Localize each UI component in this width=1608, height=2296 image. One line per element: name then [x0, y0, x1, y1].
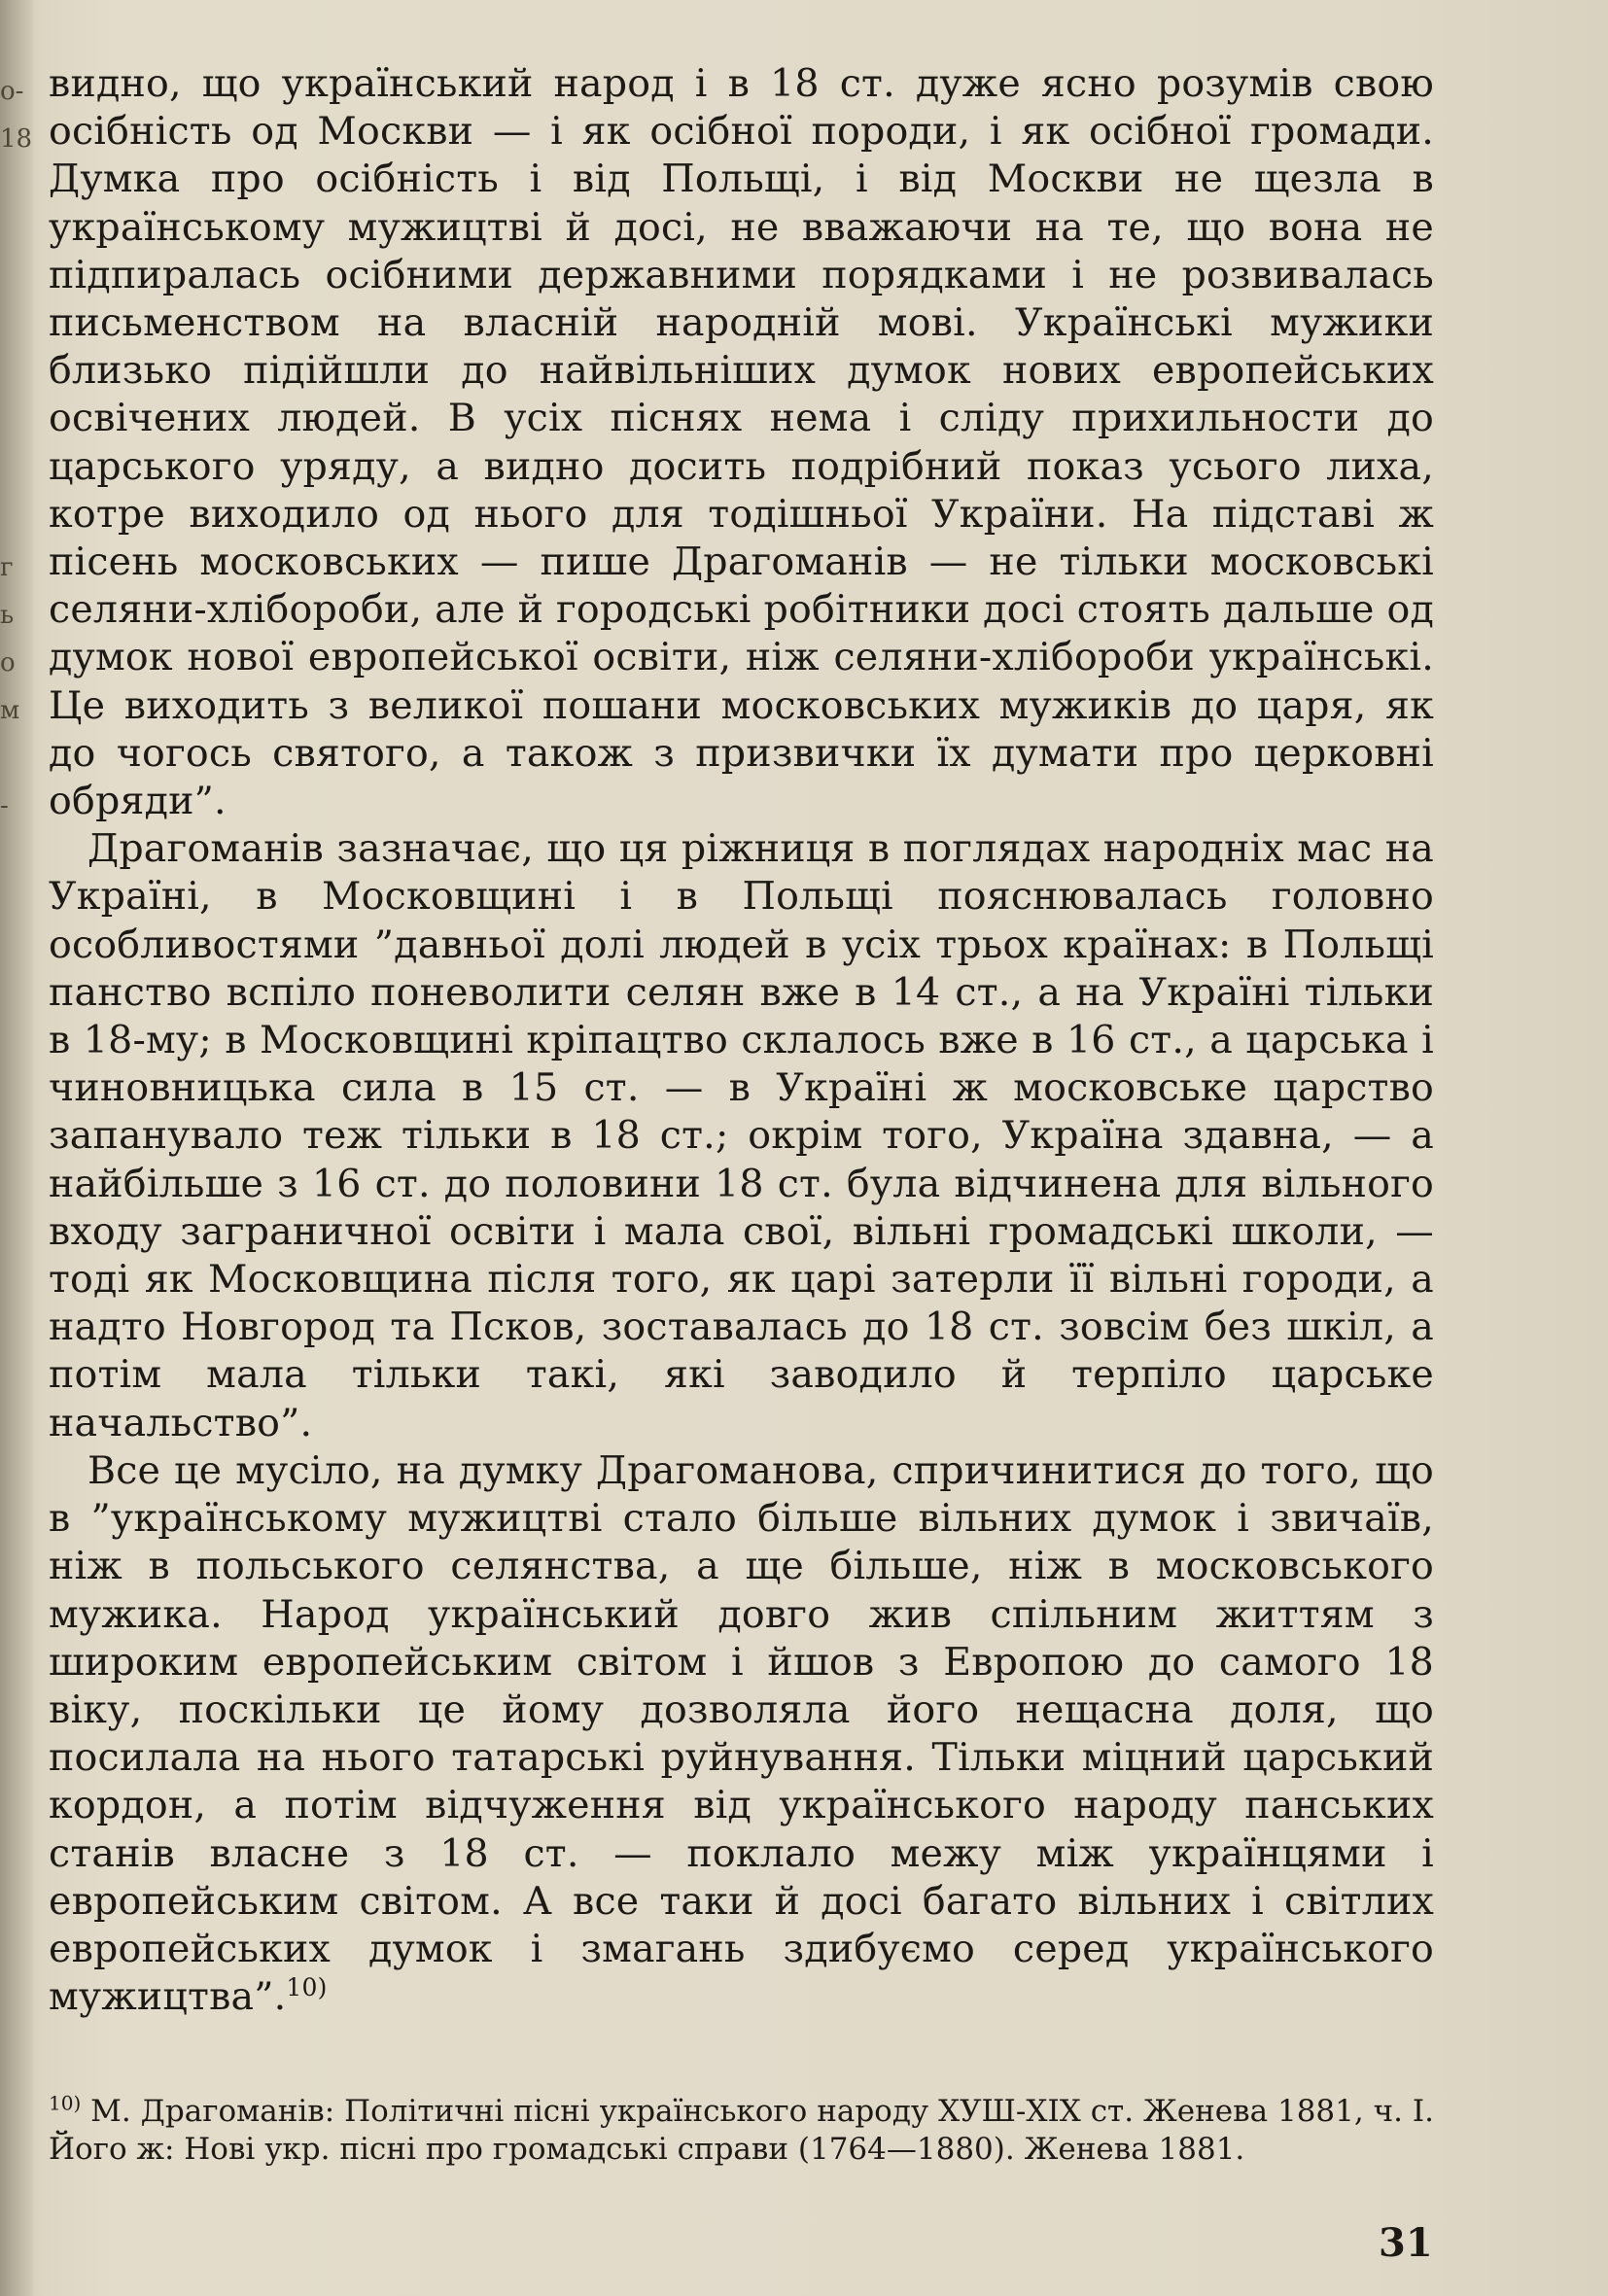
footnote-reference: 10) [286, 1972, 328, 2001]
margin-mark: - [0, 791, 9, 820]
paragraph-3 [49, 1447, 1434, 2021]
margin-mark [0, 497, 29, 544]
margin-mark [0, 354, 29, 401]
page-number: 31 [1379, 2220, 1433, 2266]
margin-mark [0, 259, 29, 306]
margin-mark [0, 163, 29, 211]
margin-mark [0, 878, 29, 925]
main-text [49, 60, 1434, 2021]
margin-mark [0, 925, 29, 973]
paragraph-3-text: Все це мусіло, на думку Драгоманова, спричинитися до того, що в ”українському мужицтві стало більше вільних думок і звичаїв, ніж в польського селянства, а ще більше, ніж в московського мужика. Народ український довго жив спільним життям з широким европейським світом і йшов з Европою до самого 18 віку, поскільки це йому дозволяла його нещасна доля, що посилала на нього татарські руйнування. Тільки міцний царський кордон, а потім відчуження від українського народу панських станів власне з 18 ст. — поклало межу між українцями і европейським світом. А все таки й досі багато вільних і світлих европейських думок і змагань здибуємо серед українського мужицтва”. [49, 1447, 1434, 2020]
margin-mark: ь [0, 601, 15, 630]
footnote [49, 2093, 1434, 2169]
margin-mark [0, 830, 29, 878]
margin-mark: о- [0, 77, 24, 106]
paragraph-1: видно, що український народ і в 18 ст. дуже ясно розумів свою осібність од Москви — і як осібної породи, і як осібної громади. Думка про осібність і від Польщі, і від Москви не щезла в українському мужицтві й досі, не вважаючи на те, що вона не підпиралась осібними державними порядками і не розвивалась письменством на власній народній мові. Українські мужики близько підійшли до найвільніших думок нових европейських освічених людей. В усіх піснях нема і сліду прихильности до царського уряду, а видно досить подрібний показ усього лиха, котре виходило од нього для тодішньої України. На підставі ж пісень московських — пише Драгоманів — не тільки московські селяни-хлібороби, але й городські робітники досі стоять дальше од думок нової европейської освіти, ніж селяни-хлібороби українські. Це виходить з великої пошани московських мужиків до царя, як до чогось святого, а також з призвички їх думати про церковні обряди”. [49, 61, 1434, 824]
paragraph-2: Драгоманів зазначає, що ця ріжниця в поглядах народніх мас на Україні, в Московщині і в Польщі пояснювалась головно особливостями ”давньої долі людей в усіх трьох країнах: в Польщі панство вспіло поневолити селян вже в 14 ст., а на Україні тільки в 18-му; в Московщині кріпацтво склалось вже в 16 ст., а царська і чиновницька сила в 15 ст. — в Україні ж московське царство запанувало теж тільки в 18 ст.; окрім того, Україна здавна, — а найбільше з 16 ст. до половини 18 ст. була відчинена для вільного входу заграничної освіти і мала свої, вільні громадські школи, — тоді як Московщина після того, як царі затерли її вільні городи, а надто Новгород та Псков, зоставалась до 18 ст. зовсім без шкіл, а потім мала тільки такі, які заводило й терпіло царське начальство”. [49, 826, 1434, 1445]
margin-mark [0, 449, 29, 497]
footnote-marker: 10) [49, 2091, 82, 2115]
margin-mark: о [0, 648, 16, 678]
margin-mark: г [0, 553, 14, 582]
margin-mark: м [0, 696, 20, 725]
footnote-text: М. Драгоманів: Політичні пісні українського народу ХУШ-ХІХ ст. Женева 1881, ч. І. Його ж: Нові укр. пісні про громадські справи (1764—1880). Женева 1881. [49, 2094, 1434, 2167]
margin-mark [0, 735, 29, 783]
margin-mark: 18 [0, 124, 33, 154]
margin-mark [0, 211, 29, 259]
margin-marks [0, 68, 33, 973]
margin-mark [0, 306, 29, 354]
margin-mark [0, 401, 29, 449]
